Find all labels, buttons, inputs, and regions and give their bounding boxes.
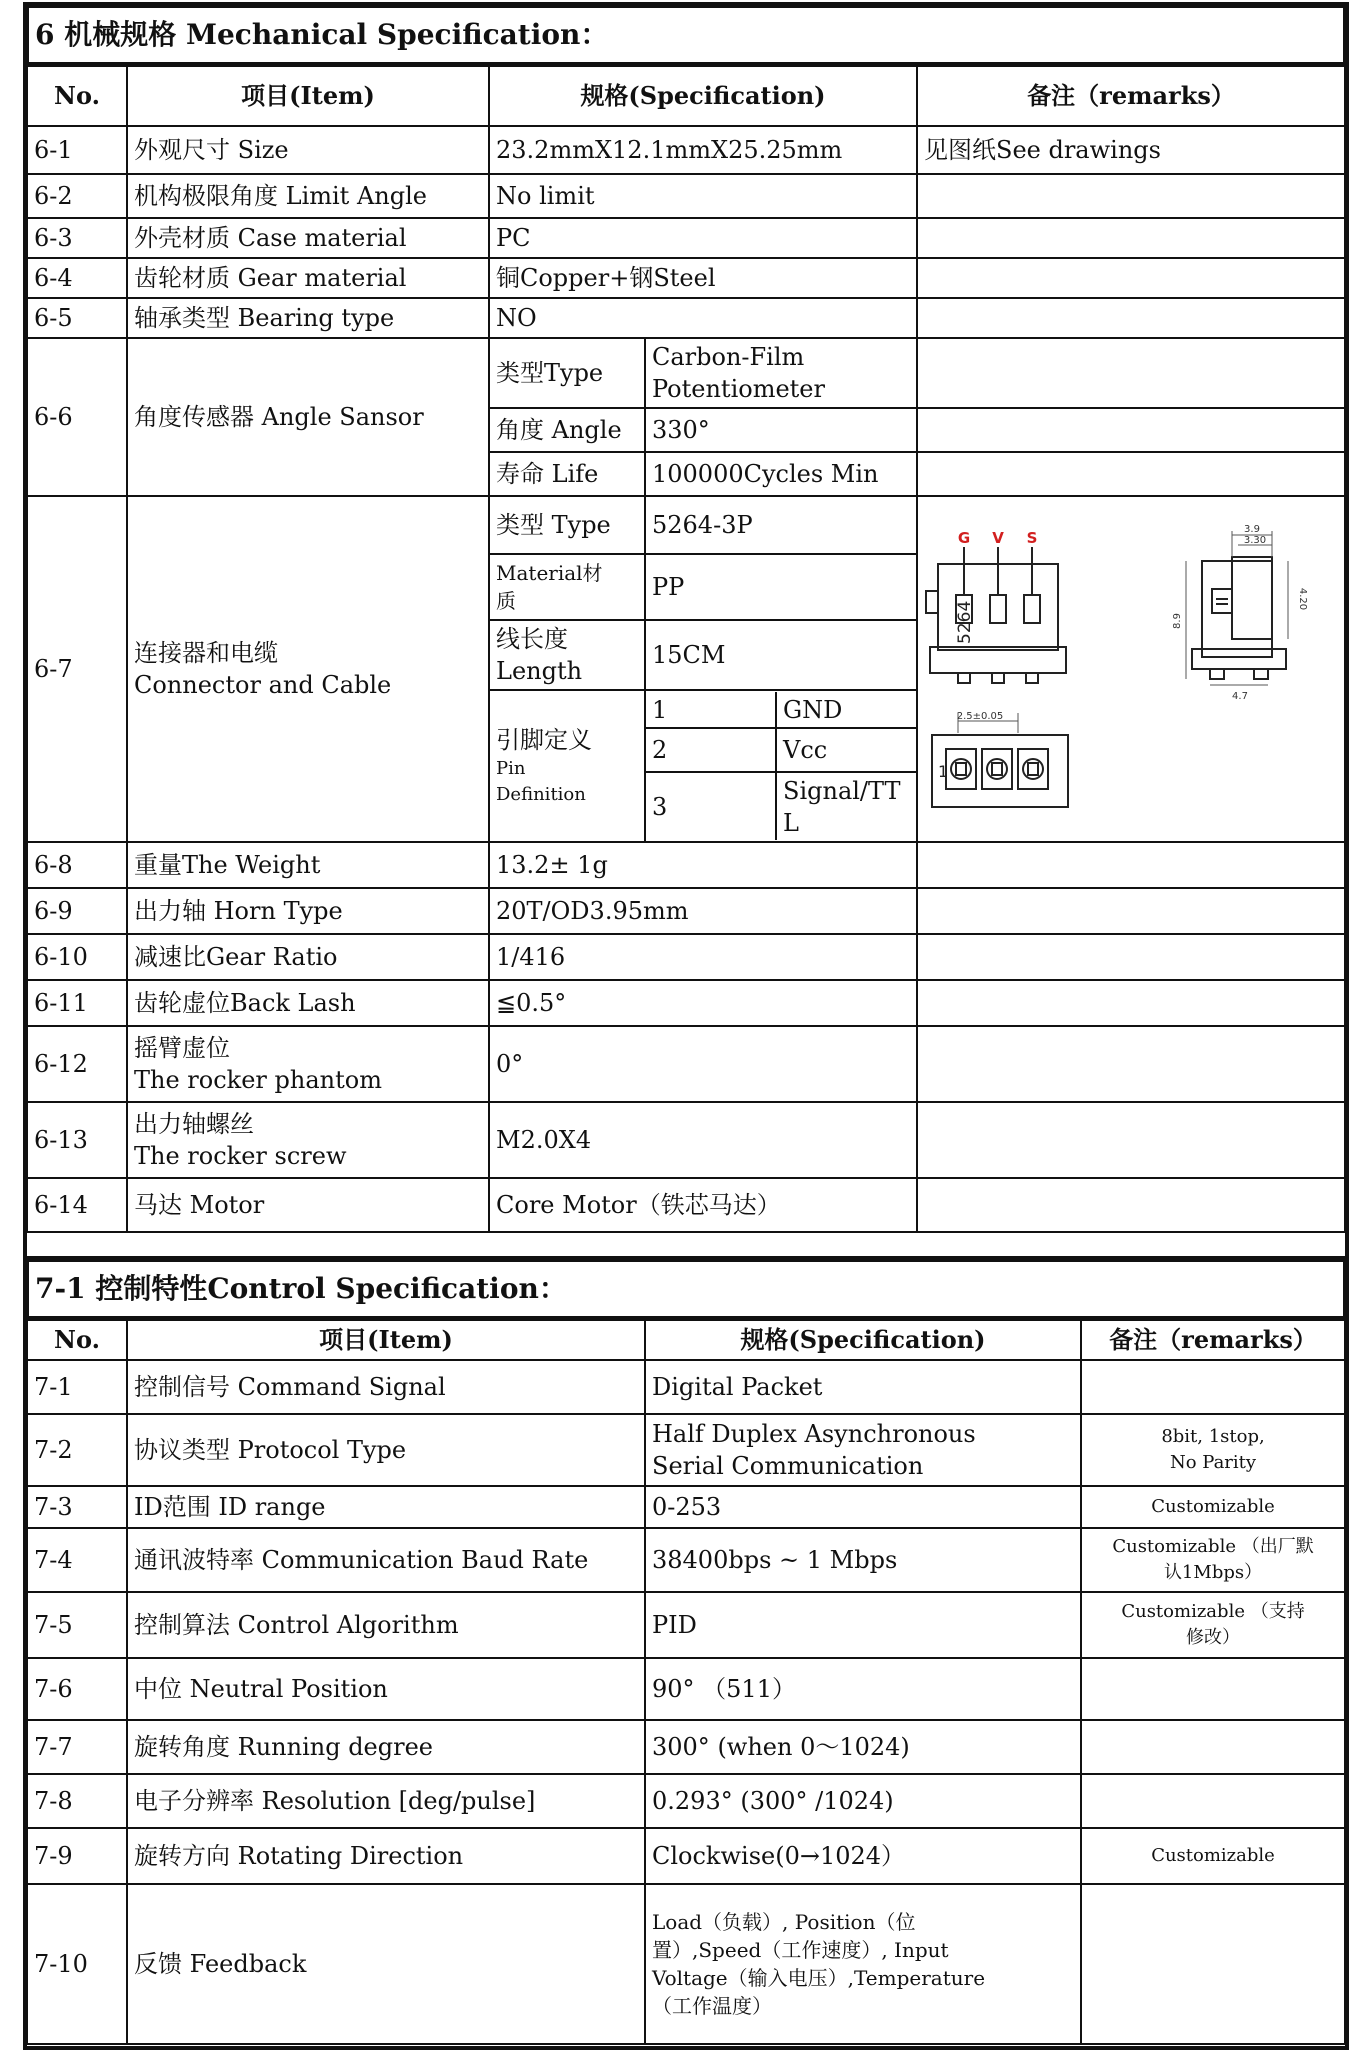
mechanical-spec-table	[25, 4, 1347, 1233]
row-no: 6-2	[27, 174, 127, 218]
pin-number: 1	[646, 692, 776, 728]
table-row	[27, 934, 1345, 980]
table-row	[27, 1102, 1345, 1178]
row-item: 控制信号 Command Signal	[127, 1360, 645, 1414]
row-item: 外壳材质 Case material	[127, 218, 489, 258]
dim-4-20: 4.20	[1297, 587, 1308, 611]
row-remarks	[917, 338, 1345, 408]
row-remarks	[1081, 1528, 1345, 1592]
row-no: 6-1	[27, 126, 127, 174]
row-no: 6-8	[27, 842, 127, 888]
connector-material-label	[489, 554, 645, 620]
table-row	[27, 842, 1345, 888]
row-remarks	[1081, 1720, 1345, 1774]
pin-name-line: L	[783, 808, 799, 837]
row-remarks	[917, 218, 1345, 258]
pin-definition-table	[646, 692, 917, 840]
table-row	[27, 126, 1345, 174]
row-item: 机构极限角度 Limit Angle	[127, 174, 489, 218]
row-no: 7-1	[27, 1360, 127, 1414]
row-no: 7-10	[27, 1884, 127, 2044]
row-remarks	[917, 888, 1345, 934]
row-spec: 0-253	[645, 1486, 1081, 1528]
row-no: 7-4	[27, 1528, 127, 1592]
row-remarks: Customizable	[1081, 1828, 1345, 1884]
row-spec: 23.2mmX12.1mmX25.25mm	[489, 126, 917, 174]
row-item	[127, 1102, 489, 1178]
row-item-line: 出力轴螺丝	[134, 1110, 254, 1138]
row-item: 反馈 Feedback	[127, 1884, 645, 2044]
pin-number: 3	[646, 772, 776, 840]
row-remarks	[1081, 1774, 1345, 1828]
row-item-line: 摇臂虚位	[134, 1034, 230, 1062]
section6-title: 6 机械规格 Mechanical Specification：	[27, 6, 1345, 64]
row-no: 6-6	[27, 338, 127, 496]
row-spec: 90° （511）	[645, 1658, 1081, 1720]
row-item: 重量The Weight	[127, 842, 489, 888]
row-no: 6-10	[27, 934, 127, 980]
section7-title: 7-1 控制特性Control Specification：	[27, 1260, 1345, 1318]
connector-drawing	[918, 499, 1342, 839]
row-item: 中位 Neutral Position	[127, 1658, 645, 1720]
col-header-item: 项目(Item)	[127, 64, 489, 126]
table-row	[27, 980, 1345, 1026]
pin-row	[646, 728, 917, 772]
row-remarks	[917, 452, 1345, 496]
table-row	[27, 1528, 1345, 1592]
row-spec-line: Serial Communication	[652, 1452, 924, 1480]
table-row	[27, 1828, 1345, 1884]
sensor-life-value: 100000Cycles Min	[645, 452, 917, 496]
row-spec: 38400bps ~ 1 Mbps	[645, 1528, 1081, 1592]
row-spec: 1/416	[489, 934, 917, 980]
row-spec-line: Voltage（输入电压）,Temperature	[652, 1966, 986, 1990]
row-item: 减速比Gear Ratio	[127, 934, 489, 980]
table-row	[27, 1486, 1345, 1528]
pin-label-line: Pin	[496, 758, 526, 779]
pin-name: GND	[776, 692, 917, 728]
row-remarks	[917, 1026, 1345, 1102]
row-item-line: The rocker phantom	[134, 1066, 382, 1094]
connector-length-label	[489, 620, 645, 690]
table-row	[27, 496, 1345, 554]
material-label-line: 质	[496, 589, 516, 613]
row-remarks-line: Customizable （支持	[1121, 1601, 1305, 1622]
row-spec: M2.0X4	[489, 1102, 917, 1178]
table-row	[27, 1658, 1345, 1720]
connector-type-label: 类型 Type	[489, 496, 645, 554]
pin-name: Vcc	[776, 728, 917, 772]
row-item: ID范围 ID range	[127, 1486, 645, 1528]
row-item: 出力轴 Horn Type	[127, 888, 489, 934]
control-spec-table	[25, 1258, 1347, 2045]
row-remarks	[917, 298, 1345, 338]
row-item: 角度传感器 Angle Sansor	[127, 338, 489, 496]
row-spec: NO	[489, 298, 917, 338]
row-spec: 20T/OD3.95mm	[489, 888, 917, 934]
row-remarks-line: 8bit, 1stop,	[1161, 1426, 1265, 1447]
row-spec	[645, 1414, 1081, 1486]
col-header-no: No.	[27, 64, 127, 126]
row-remarks-line: Customizable （出厂默	[1112, 1536, 1314, 1557]
pin-g-label: G	[957, 529, 971, 547]
table-row	[27, 338, 1345, 408]
connector-pin-slot	[990, 595, 1006, 623]
col-header-remarks: 备注（remarks）	[917, 64, 1345, 126]
row-no: 6-9	[27, 888, 127, 934]
pin-number: 2	[646, 728, 776, 772]
connector-type-value: 5264-3P	[645, 496, 917, 554]
pin-definition-label	[489, 690, 645, 842]
row-item: 协议类型 Protocol Type	[127, 1414, 645, 1486]
sensor-type-line: Potentiometer	[652, 375, 825, 403]
part-number-label: 5264	[955, 600, 975, 644]
row-item: 旋转角度 Running degree	[127, 1720, 645, 1774]
pin-name-line: Signal/TT	[783, 776, 901, 805]
row-remarks-line: No Parity	[1169, 1452, 1257, 1473]
sensor-type-label: 类型Type	[489, 338, 645, 408]
dim-3-30: 3.30	[1243, 535, 1267, 546]
row-spec: 0.293° (300° /1024)	[645, 1774, 1081, 1828]
row-item: 齿轮虚位Back Lash	[127, 980, 489, 1026]
row-no: 7-5	[27, 1592, 127, 1658]
pin-v-label: V	[992, 529, 1004, 547]
table-row	[27, 1884, 1345, 2044]
sensor-type-value	[645, 338, 917, 408]
row-remarks: Customizable	[1081, 1486, 1345, 1528]
table-row	[27, 1178, 1345, 1232]
row-spec: PC	[489, 218, 917, 258]
row-no: 6-4	[27, 258, 127, 298]
col-header-no: No.	[27, 1318, 127, 1360]
dim-8-9: 8.9	[1172, 613, 1183, 629]
col-header-spec: 规格(Specification)	[645, 1318, 1081, 1360]
row-remarks: 见图纸See drawings	[917, 126, 1345, 174]
row-no: 6-3	[27, 218, 127, 258]
row-item	[127, 1026, 489, 1102]
connector-item-line: 连接器和电缆	[134, 639, 278, 667]
row-remarks	[917, 980, 1345, 1026]
col-header-item: 项目(Item)	[127, 1318, 645, 1360]
row-remarks	[1081, 1360, 1345, 1414]
connector-drawing-cell	[917, 496, 1345, 842]
row-item: 马达 Motor	[127, 1178, 489, 1232]
row-item: 齿轮材质 Gear material	[127, 258, 489, 298]
row-spec	[645, 1884, 1081, 2044]
table-row	[27, 1360, 1345, 1414]
table-row	[27, 1592, 1345, 1658]
pin-row	[646, 692, 917, 728]
row-no: 6-11	[27, 980, 127, 1026]
table-row	[27, 298, 1345, 338]
row-spec-line: Half Duplex Asynchronous	[652, 1420, 976, 1448]
pin-one-label: 1	[938, 762, 949, 781]
row-remarks	[1081, 1414, 1345, 1486]
row-item: 旋转方向 Rotating Direction	[127, 1828, 645, 1884]
row-remarks	[917, 934, 1345, 980]
row-remarks	[917, 258, 1345, 298]
row-remarks	[917, 408, 1345, 452]
row-no: 7-8	[27, 1774, 127, 1828]
row-spec-line: 置）,Speed（工作速度）, Input	[652, 1938, 949, 1962]
table-row	[27, 1026, 1345, 1102]
row-no: 7-6	[27, 1658, 127, 1720]
row-spec: Clockwise(0→1024）	[645, 1828, 1081, 1884]
row-spec: 13.2± 1g	[489, 842, 917, 888]
row-no: 7-2	[27, 1414, 127, 1486]
table-row	[27, 888, 1345, 934]
row-no: 7-7	[27, 1720, 127, 1774]
row-remarks	[917, 1178, 1345, 1232]
length-label-line: Length	[496, 657, 583, 685]
dim-4-7: 4.7	[1232, 691, 1248, 702]
row-item	[127, 496, 489, 842]
table-row	[27, 1774, 1345, 1828]
row-spec: 300° (when 0～1024)	[645, 1720, 1081, 1774]
material-label-line: Material材	[496, 561, 603, 585]
row-no: 6-14	[27, 1178, 127, 1232]
table-row	[27, 1720, 1345, 1774]
row-spec: Core Motor（铁芯马达）	[489, 1178, 917, 1232]
row-no: 6-13	[27, 1102, 127, 1178]
row-remarks	[1081, 1592, 1345, 1658]
row-spec-line: Load（负载）, Position（位	[652, 1910, 916, 1934]
row-remarks	[917, 1102, 1345, 1178]
row-spec: ≦0.5°	[489, 980, 917, 1026]
row-remarks	[1081, 1658, 1345, 1720]
row-remarks	[1081, 1884, 1345, 2044]
row-item: 轴承类型 Bearing type	[127, 298, 489, 338]
pin-name	[776, 772, 917, 840]
col-header-remarks: 备注（remarks）	[1081, 1318, 1345, 1360]
row-item-line: The rocker screw	[134, 1142, 347, 1170]
connector-item-line: Connector and Cable	[134, 671, 392, 699]
pin-definition-cell	[645, 690, 917, 842]
dim-pitch: 2.5±0.05	[956, 711, 1004, 722]
row-spec: 0°	[489, 1026, 917, 1102]
row-item: 外观尺寸 Size	[127, 126, 489, 174]
row-spec: PID	[645, 1592, 1081, 1658]
row-no: 6-12	[27, 1026, 127, 1102]
row-spec: 铜Copper+钢Steel	[489, 258, 917, 298]
row-item: 电子分辨率 Resolution [deg/pulse]	[127, 1774, 645, 1828]
table-row	[27, 1414, 1345, 1486]
row-remarks-line: 修改）	[1186, 1627, 1241, 1648]
row-no: 6-5	[27, 298, 127, 338]
table-row	[27, 174, 1345, 218]
row-spec: Digital Packet	[645, 1360, 1081, 1414]
pin-row	[646, 772, 917, 840]
row-remarks	[917, 842, 1345, 888]
connector-pin-slot	[1024, 595, 1040, 623]
row-remarks-line: 认1Mbps）	[1163, 1562, 1263, 1583]
pin-label-line: 引脚定义	[496, 726, 592, 754]
dim-3-9: 3.9	[1244, 524, 1260, 535]
row-no: 6-7	[27, 496, 127, 842]
row-no: 7-3	[27, 1486, 127, 1528]
sensor-angle-value: 330°	[645, 408, 917, 452]
connector-material-value: PP	[645, 554, 917, 620]
connector-length-value: 15CM	[645, 620, 917, 690]
length-label-line: 线长度	[496, 625, 568, 653]
row-item: 通讯波特率 Communication Baud Rate	[127, 1528, 645, 1592]
table-row	[27, 218, 1345, 258]
sensor-life-label: 寿命 Life	[489, 452, 645, 496]
row-spec-line: （工作温度）	[652, 1994, 772, 2018]
sensor-type-line: Carbon-Film	[652, 343, 805, 371]
row-item: 控制算法 Control Algorithm	[127, 1592, 645, 1658]
pin-s-label: S	[1026, 529, 1038, 547]
row-remarks	[917, 174, 1345, 218]
col-header-spec: 规格(Specification)	[489, 64, 917, 126]
row-no: 7-9	[27, 1828, 127, 1884]
sensor-angle-label: 角度 Angle	[489, 408, 645, 452]
row-spec: No limit	[489, 174, 917, 218]
pin-label-line: Definition	[496, 784, 586, 805]
table-row	[27, 258, 1345, 298]
